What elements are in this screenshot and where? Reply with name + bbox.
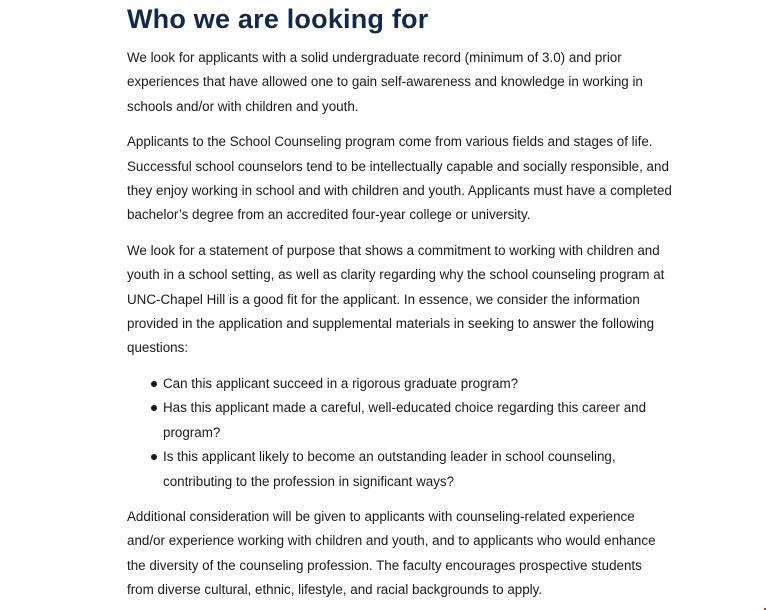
applicants-paragraph: Applicants to the School Counseling program come from various fields and stages of life. Successful school counselors tend to be intellectually capable and socially responsible, and they enjoy working in school and with children and youth. Applicants must have a completed bachelor’s degree from an accredited four-year college or university. bbox=[127, 134, 672, 223]
list-item bbox=[163, 445, 672, 494]
page-title: Who we are looking for bbox=[127, 4, 429, 34]
question-text: Is this applicant likely to become an outstanding leader in school counseling, contributing to the profession in significant ways? bbox=[163, 449, 616, 489]
questions-list bbox=[127, 372, 672, 494]
bullet-icon bbox=[151, 454, 157, 460]
question-text: Can this applicant succeed in a rigorous graduate program? bbox=[163, 375, 519, 391]
list-item bbox=[163, 396, 672, 445]
intro-paragraph: We look for applicants with a solid undergraduate record (minimum of 3.0) and prior experiences that have allowed one to gain self-awareness and knowledge in working in schools and/or with children and youth. bbox=[127, 50, 643, 114]
list-item bbox=[163, 372, 672, 396]
bullet-icon bbox=[151, 381, 157, 387]
bullet-icon bbox=[151, 405, 157, 411]
main-content bbox=[127, 0, 672, 603]
question-text: Has this applicant made a careful, well-educated choice regarding this career and program? bbox=[163, 400, 647, 440]
statement-paragraph: We look for a statement of purpose that shows a commitment to working with children and youth in a school setting, as well as clarity regarding why the school counseling program at UNC-Chapel Hill is a good fit for the applicant. In essence, we consider the information provided in the application and supplemental materials in seeking to answer the following questions: bbox=[127, 242, 665, 356]
additional-paragraph: Additional consideration will be given to applicants with counseling-related experience and/or experience working with children and youth, and to applicants who would enhance the diversity of the counseling profession. The faculty encourages prospective students from diverse cultural, ethnic, lifestyle, and racial backgrounds to apply. bbox=[127, 508, 656, 598]
